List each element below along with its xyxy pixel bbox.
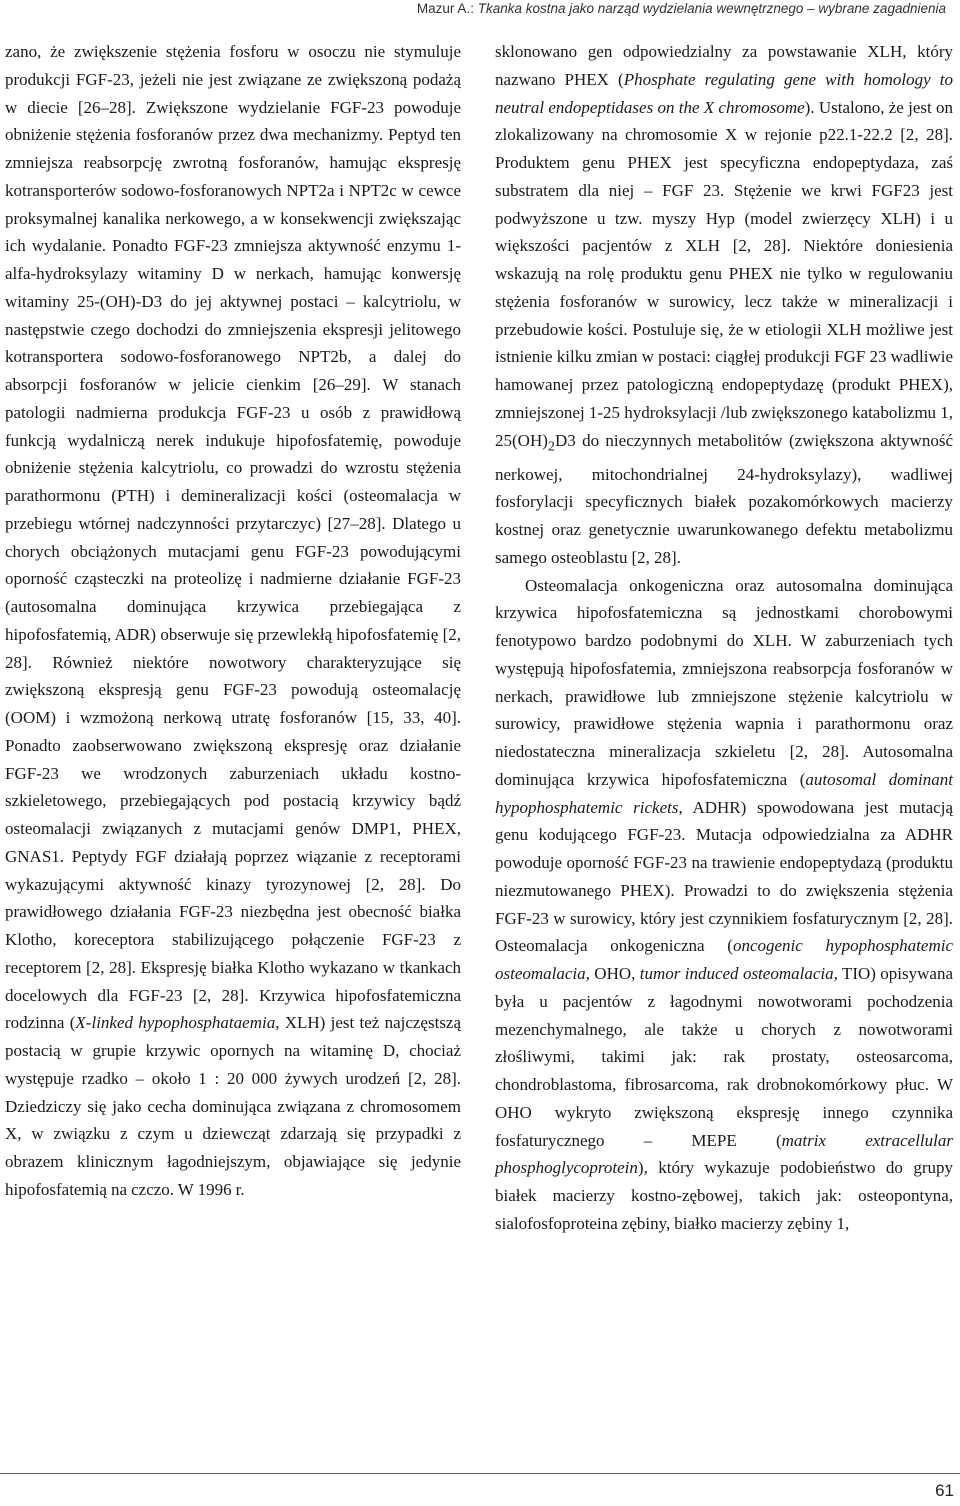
right-paragraph-1: [495, 38, 953, 572]
subscript-run: 2: [547, 437, 555, 454]
text-run: zano, że zwiększenie stężenia fosforu w osoczu nie stymuluje produkcji FGF-23, jeżeli nie jest związane ze zwiększoną podażą w diecie [26–28]. Zwiększone wydzielanie FGF-23 powoduje obniżenie stężenia fosforanów przez dwa mechanizmy. Peptyd ten zmniejsza reabsorpcję zwrotną fosforanów, hamując ekspresję kotransporterów sodowo-fosforanowych NPT2a i NPT2c w cewce proksymalnej kanalika nerkowego, a w konsekwencji zwiększając ich wydalanie. Ponadto FGF-23 zmniejsza aktywność enzymu 1-alfa-hydroksylazy witaminy D w nerkach, hamując konwersję witaminy 25-(OH)-D3 do jej aktywnej postaci – kalcytriolu, w następstwie czego dochodzi do zmniejszenia ekspresji jelitowego kotransportera sodowo-fosforanowego NPT2b, a dalej do absorpcji fosforanów w jelicie cienkim [26–29]. W stanach patologii nadmierna produkcja FGF-23 u osób z prawidłową funkcją wydalniczą nerek indukuje hipofosfatemię, powoduje obniżenie stężenia kalcytriolu, co prowadzi do wzrostu stężenia parathormonu (PTH) i demineralizacji kości (osteomalacja w przebiegu wtórnej nadczynności przytarczyc) [27–28]. Dlatego u chorych obciążonych mutacjami genu FGF-23 powodującymi oporność cząsteczki na proteolizę i nadmierne działanie FGF-23 (autosomalna dominująca krzywica przebiegająca z hipofosfatemią, ADR) obserwuje się przewlekłą hipofosfatemię [2, 28]. Również niektóre nowotwory charakteryzujące się zwiększoną ekspresją genu FGF-23 powodują osteomalację (OOM) i wzmożoną nerkową utratę fosforanów [15, 33, 40]. Ponadto zaobserwowano zwiększoną ekspresję oraz działanie FGF-23 we wrodzonych zaburzeniach układu kostno-szkieletowego, przebiegających pod postacią krzywicy bądź osteomalacji związanych z mutacjami genów DMP1, PHEX, GNAS1. Peptydy FGF działają poprzez wiązanie z receptorami wykazującymi aktywność kinazy tyrozynowej [2, 28]. Do prawidłowego działania FGF-23 niezbędna jest obecność białka Klotho, koreceptora stabilizującego połączenie FGF-23 z receptorem [2, 28]. Ekspresję białka Klotho wykazano w tkankach docelowych dla FGF-23 [2, 28]. Krzywica hipofosfatemiczna rodzinna (: [5, 42, 461, 1033]
text-run: sklonowano gen odpowiedzialny za powstawanie XLH, który nazwano PHEX (: [495, 42, 953, 89]
italic-run: matrix extracellular phosphoglycoprotein: [495, 1130, 953, 1178]
right-column: [495, 38, 953, 1238]
footer-rule: [0, 1473, 960, 1474]
text-run: , OHO,: [585, 964, 640, 984]
left-paragraph-1: [5, 38, 461, 1204]
italic-run: X-linked hypophosphataemia: [75, 1013, 276, 1033]
text-run: D3 do nieczynnych metabolitów (zwiększona aktywność nerkowej, mitochondrialnej 24-hydroksylazy), wadliwej fosforylacji specyficznych białek pozakomórkowych macierzy kostnej oraz genetycznie uwarunkowanego defektu metabolizmu samego osteoblastu [2, 28].: [495, 430, 953, 567]
text-run: ), który wykazuje podobieństwo do grupy białek macierzy kostno-zębowej, takich jak: osteopontyna, sialofosfoproteina zębiny, białko macierzy zębiny 1,: [495, 1158, 953, 1233]
left-column: [5, 38, 461, 1204]
text-run: ). Ustalono, że jest on zlokalizowany na chromosomie X w rejonie p22.1-22.2 [2, 28]. Produktem genu PHEX jest specyficzna endopeptydaza, zaś substratem dla niej – FGF 23. Stężenie we krwi FGF23 jest podwyższone u tzw. myszy Hyp (model zwierzęcy XLH) i u większości pacjentów z XLH [2, 28]. Niektóre doniesienia wskazują na rolę produktu genu PHEX nie tylko w regulowaniu stężenia fosforanów w surowicy, lecz także w mineralizacji i przebudowie kości. Postuluje się, że w etiologii XLH możliwe jest istnienie kilku zmian w postaci: ciągłej produkcji FGF 23 wadliwie hamowanej przez patologiczną endopeptydazę (produkt PHEX), zmniejszonej 1-25 hydroksylacji /lub zwiększonego katabolizmu 1, 25(OH): [495, 97, 953, 450]
text-run: Osteomalacja onkogeniczna oraz autosomalna dominująca krzywica hipofosfatemiczna są jednostkami chorobowymi fenotypowo bardzo podobnymi do XLH. W zaburzeniach tych występują hipofosfatemia, zmniejszona reabsorpcja fosforanów w nerkach, prawidłowe lub zmniejszone stężenie kalcytriolu w surowicy, prawidłowe stężenia wapnia i parathormonu oraz niedostateczna mineralizacja szkieletu [2, 28]. Autosomalna dominująca krzywica hipofosfatemiczna (: [495, 575, 953, 789]
text-run: , TIO) opisywana była u pacjentów z łagodnymi nowotworami pochodzenia mezenchymalnego, ale także u chorych z nowotworami złośliwymi, takimi jak: rak prostaty, osteosarcoma, chondroblastoma, fibrosarcoma, rak drobnokomórkowy płuc. W OHO wykryto zwiększoną ekspresję innego czynnika fosfaturycznego – MEPE (: [495, 964, 954, 1150]
running-head-title: Tkanka kostna jako narząd wydzielania wewnętrznego – wybrane zagadnienia: [477, 1, 946, 16]
right-paragraph-2: [495, 572, 953, 1238]
running-head: [417, 0, 946, 18]
text-run: , ADHR) spowodowana jest mutacją genu kodującego FGF-23. Mutacja odpowiedzialna za ADHR powoduje oporność FGF-23 na trawienie endopeptydazą (produktu niezmutowanego PHEX). Prowadzi to do zwiększenia stężenia FGF-23 w surowicy, który jest czynnikiem fosfaturycznym [2, 28]. Osteomalacja onkogeniczna (: [495, 797, 953, 956]
page-number: 61: [935, 1481, 954, 1500]
italic-run: tumor induced osteomalacia: [639, 964, 834, 984]
text-run: , XLH) jest też najczęstszą postacią w grupie krzywic opornych na witaminę D, chociaż występuje rzadko – około 1 : 20 000 żywych urodzeń [2, 28]. Dziedziczy się jako cecha dominująca związana z chromosomem X, w związku z czym u dziewcząt zdarzają się przypadki z obrazem klinicznym łagodniejszym, objawiające się jedynie hipofosfatemią na czczo. W 1996 r.: [5, 1013, 462, 1199]
italic-run: oncogenic hypophosphatemic osteomalacia: [495, 936, 953, 984]
italic-run: Phosphate regulating gene with homology to neutral endopeptidases on the X chromosome: [495, 69, 953, 117]
italic-run: autosomal dominant hypophosphatemic rickets: [495, 769, 953, 817]
running-head-author: Mazur A.:: [416, 1, 474, 16]
